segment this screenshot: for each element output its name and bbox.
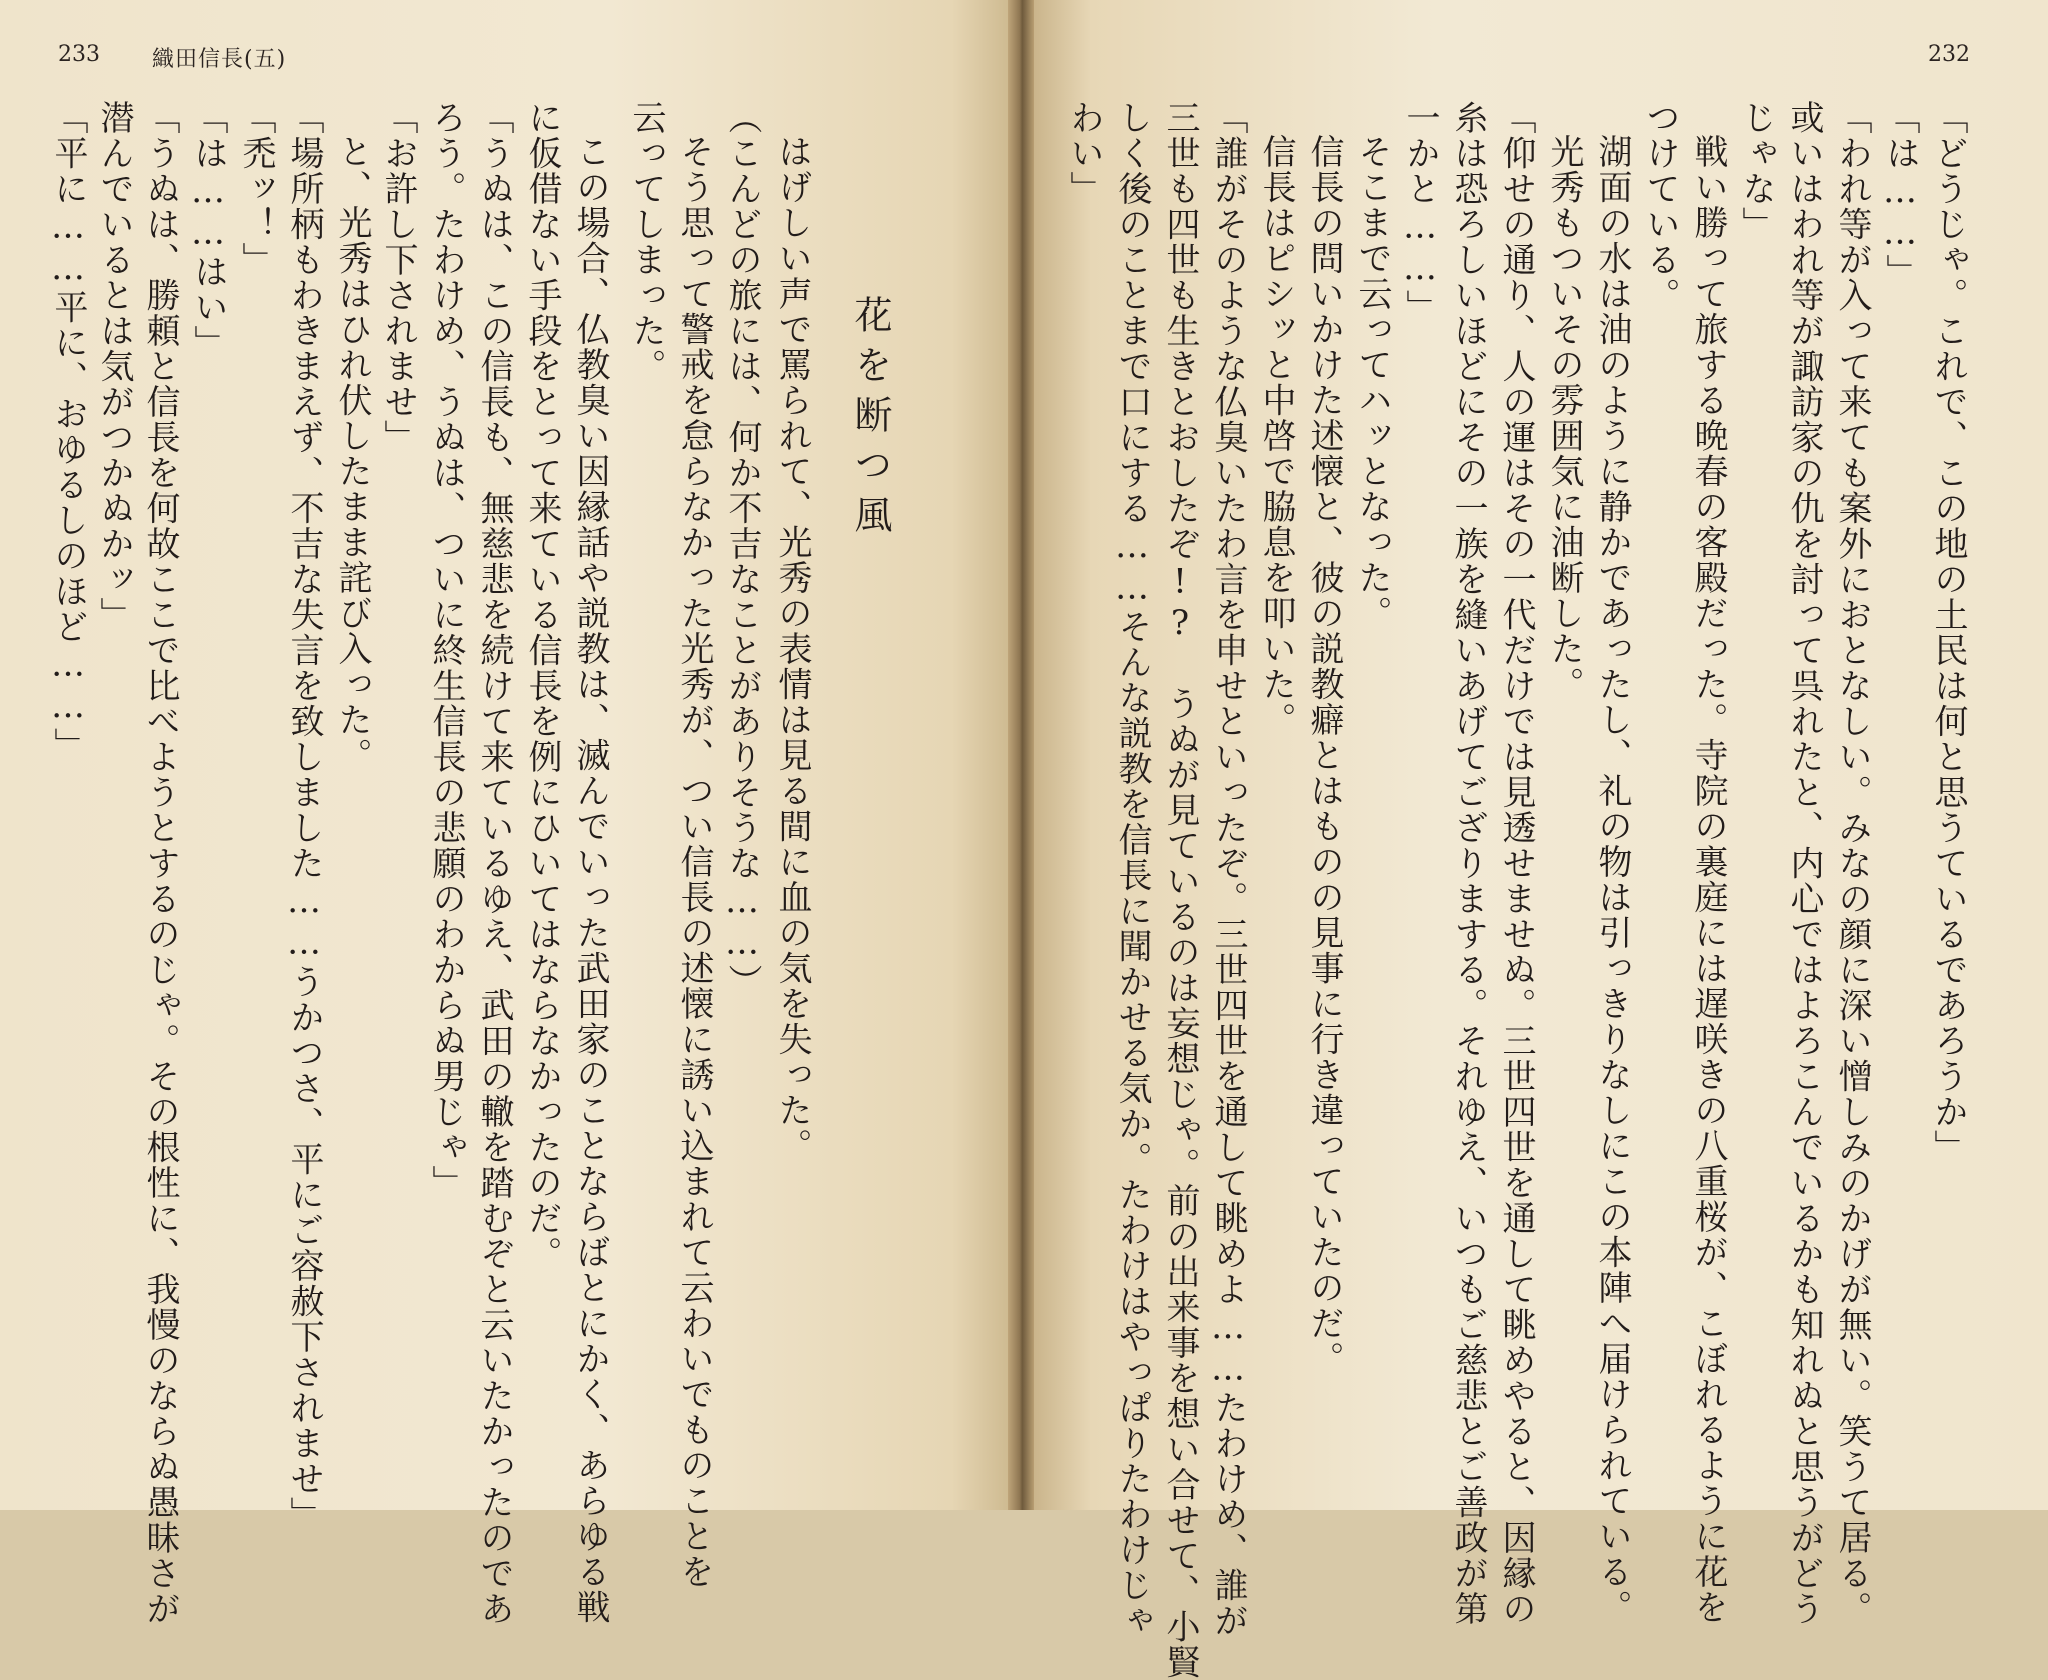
- text-column: 「仰せの通り、人の運はその一代だけでは見透せませぬ。三世四世を通して眺めやると、因縁の: [1496, 100, 1536, 1627]
- text-column: 「誰がそのような仏臭いたわ言を申せといったぞ。三世四世を通して眺めよ……たわけめ、誰が: [1208, 100, 1248, 1639]
- book-gutter: [1008, 0, 1034, 1510]
- text-column: 信長の問いかけた述懐と、彼の説教癖とはものの見事に行き違っていたのだ。: [1304, 134, 1344, 1377]
- text-column: と、光秀はひれ伏したまま詫び入った。: [332, 134, 372, 773]
- text-column: 云ってしまった。: [626, 100, 666, 384]
- text-column: 信長はピシッと中啓で脇息を叩いた。: [1256, 134, 1296, 738]
- text-column: 糸は恐ろしいほどにその一族を縫いあげてござりまする。それゆえ、いつもご慈悲とご善政が第: [1448, 100, 1488, 1627]
- text-column: 「どうじゃ。これで、この地の土民は何と思うているであろうか」: [1928, 100, 1968, 1165]
- text-column: 或いはわれ等が諏訪家の仇を討って呉れたと、内心ではよろこんでいるかも知れぬと思うがどう: [1784, 100, 1824, 1627]
- text-column: はげしい声で罵られて、光秀の表情は見る間に血の気を失った。: [772, 134, 812, 1164]
- text-column: この場合、仏教臭い因縁話や説教は、滅んでいった武田家のことならばとにかく、あらゆる戦: [570, 134, 610, 1625]
- text-column: 「は……」: [1880, 100, 1920, 290]
- text-column: （こんどの旅には、何か不吉なことがありそうな……）: [722, 100, 762, 1000]
- text-column: しく後のことまで口にする……そんな説教を信長に聞かせる気か。たわけはやっぱりたわけじゃ: [1112, 100, 1152, 1639]
- text-column: 「は……はい」: [188, 100, 228, 361]
- text-column: 「うぬは、勝頼と信長を何故ここで比べようとするのじゃ。その根性に、我慢のならぬ愚昧さが: [140, 100, 180, 1627]
- text-column: 一かと……」: [1400, 100, 1440, 325]
- running-head: 織田信長(五): [152, 47, 287, 72]
- text-column: 「うぬは、この信長も、無慈悲を続けて来ているゆえ、武田の轍を踏むぞと云いたかったのであ: [474, 100, 514, 1627]
- text-column: に仮借ない手段をとって来ている信長を例にひいてはならなかったのだ。: [522, 100, 562, 1272]
- left-page-number: 233: [58, 42, 100, 67]
- text-column: 「平に……平に、おゆるしのほど……」: [48, 100, 88, 763]
- right-page-number: 232: [1928, 42, 1970, 67]
- text-column: 潜んでいるとは気がつかぬかッ」: [94, 100, 134, 633]
- text-column: つけている。: [1640, 100, 1680, 313]
- text-column: 「場所柄もわきまえず、不吉な失言を致しました……うかつさ、平にご容赦下されませ」: [284, 100, 324, 1532]
- section-title: 花を断つ風: [848, 295, 892, 545]
- text-column: そう思って警戒を怠らなかった光秀が、つい信長の述懐に誘い込まれて云わいでものことを: [674, 134, 714, 1590]
- text-column: ろう。たわけめ、うぬは、ついに終生信長の悲願のわからぬ男じゃ」: [426, 100, 466, 1201]
- text-column: わい」: [1064, 100, 1104, 207]
- text-column: 戦い勝って旅する晩春の客殿だった。寺院の裏庭には遅咲きの八重桜が、こぼれるように花を: [1688, 134, 1728, 1625]
- text-column: 「禿ッ！」: [236, 100, 276, 278]
- text-column: 「われ等が入って来ても案外におとなしい。みなの顔に深い憎しみのかげが無い。笑うて居る。: [1832, 100, 1872, 1627]
- text-column: そこまで云ってハッとなった。: [1352, 134, 1392, 631]
- text-column: じゃな」: [1736, 100, 1776, 242]
- text-column: 三世も四世も生きとおしたぞ!? うぬが見ているのは妄想じゃ。前の出来事を想い合せて、小賢: [1160, 100, 1200, 1680]
- text-column: 「お許し下されませ」: [378, 100, 418, 455]
- text-column: 光秀もついその雰囲気に油断した。: [1544, 134, 1584, 702]
- text-column: 湖面の水は油のように静かであったし、礼の物は引っきりなしにこの本陣へ届けられている。: [1592, 134, 1632, 1625]
